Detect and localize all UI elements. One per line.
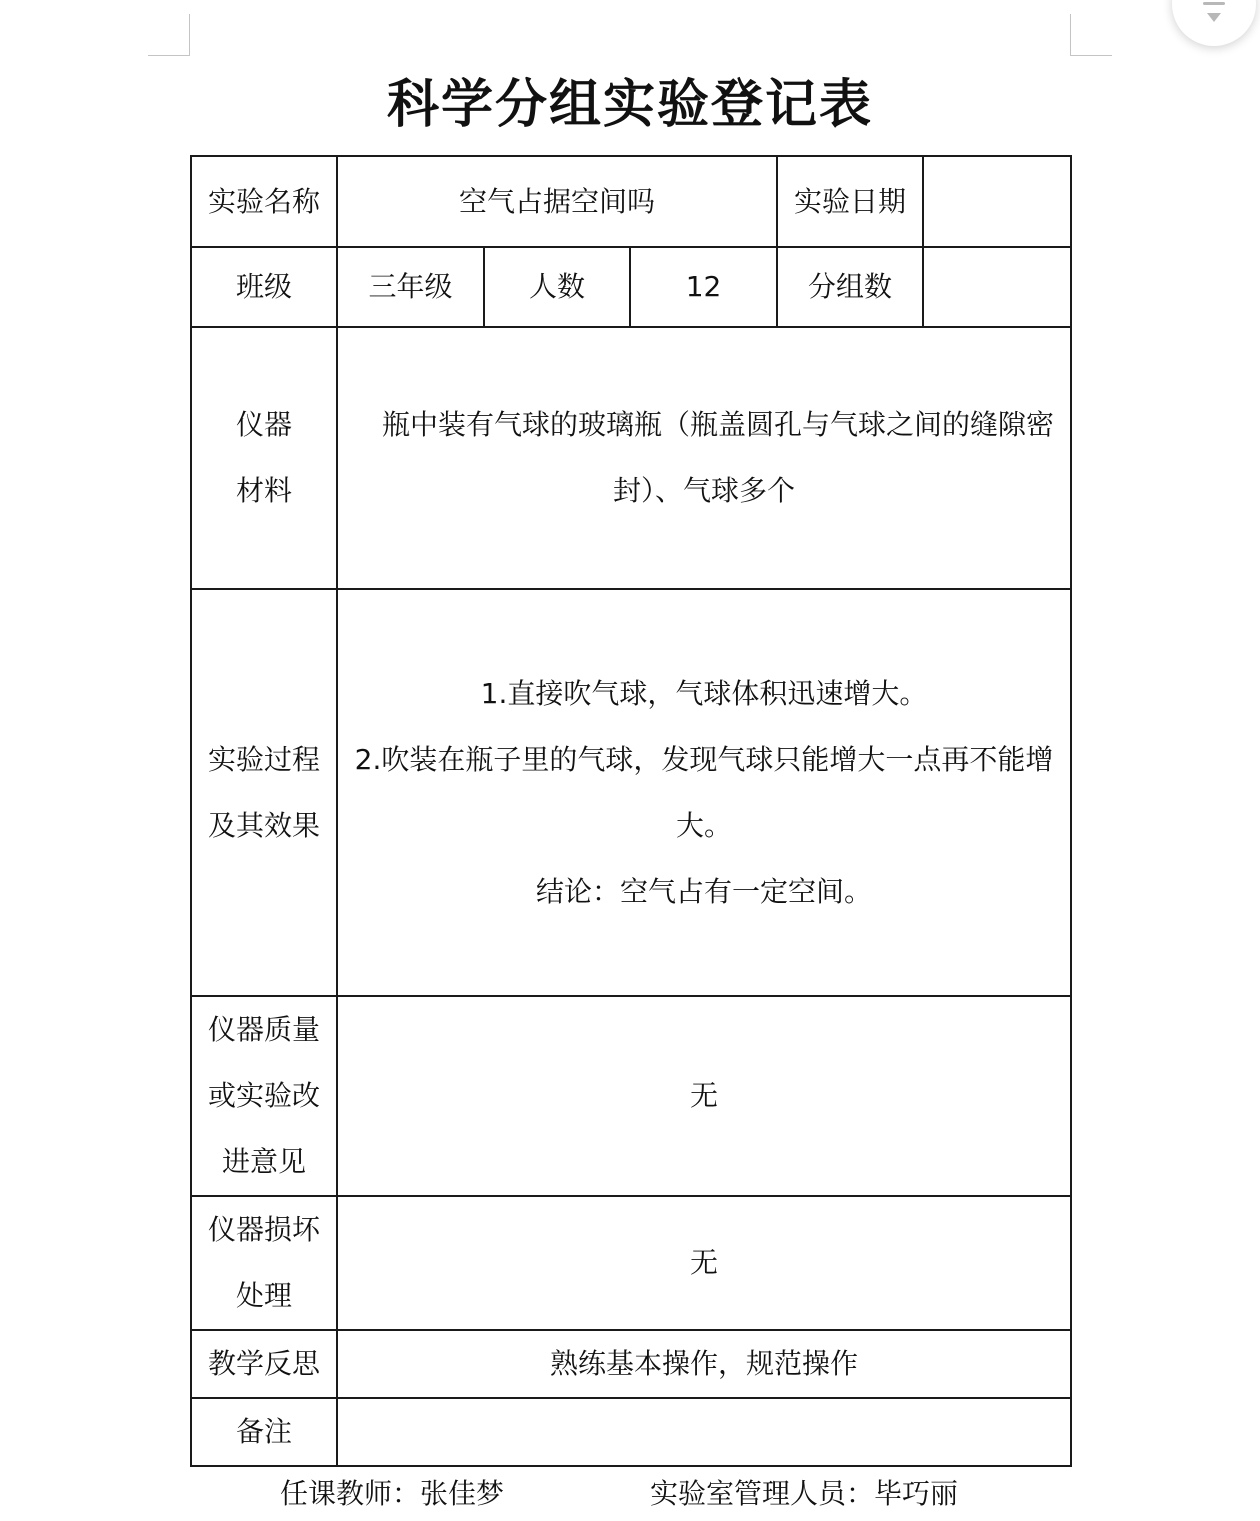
experiment-record-table [190, 155, 1072, 1467]
class-label: 班级 [191, 247, 337, 327]
table-row [191, 1196, 1071, 1330]
crop-mark-top-left [148, 14, 190, 56]
table-row [191, 156, 1071, 247]
process-label [191, 589, 337, 996]
materials-label-line: 仪器 [235, 408, 292, 441]
crop-mark-top-right [1070, 14, 1112, 56]
table-row [191, 1398, 1071, 1466]
materials-label-line: 材料 [235, 474, 292, 507]
quality-label-line: 仪器质量 [207, 1013, 320, 1046]
experiment-name-label: 实验名称 [191, 156, 337, 247]
table-row [191, 996, 1071, 1196]
group-count-value [923, 247, 1071, 327]
process-value [337, 589, 1071, 996]
materials-label [191, 327, 337, 589]
lab-admin-signature: 实验室管理人员：毕巧丽 [650, 1477, 959, 1510]
teacher-signature: 任课教师：张佳梦 [280, 1477, 505, 1510]
table-row [191, 327, 1071, 589]
menu-bar-icon [1203, 2, 1225, 5]
experiment-date-label: 实验日期 [777, 156, 923, 247]
remarks-value [337, 1398, 1071, 1466]
student-count-label: 人数 [484, 247, 630, 327]
quality-label-line: 进意见 [221, 1145, 306, 1178]
process-step: 2.吹装在瓶子里的气球，发现气球只能增大一点再不能增大。 [354, 742, 1054, 842]
process-step: 1.直接吹气球，气球体积迅速增大。 [480, 676, 928, 710]
process-label-line: 及其效果 [207, 808, 320, 842]
damage-label-line: 仪器损坏 [207, 1213, 320, 1246]
materials-value [337, 327, 1071, 589]
quality-value: 无 [337, 996, 1071, 1196]
table-row [191, 247, 1071, 327]
reflection-label: 教学反思 [191, 1330, 337, 1398]
experiment-name-value: 空气占据空间吗 [337, 156, 777, 247]
group-count-label: 分组数 [777, 247, 923, 327]
chevron-down-icon [1207, 13, 1221, 22]
table-row [191, 589, 1071, 996]
scroll-down-button[interactable] [1172, 0, 1256, 46]
process-label-line: 实验过程 [207, 742, 320, 776]
student-count-value: 12 [630, 247, 777, 327]
damage-value: 无 [337, 1196, 1071, 1330]
table-row [191, 1330, 1071, 1398]
remarks-label: 备注 [191, 1398, 337, 1466]
class-value: 三年级 [337, 247, 484, 327]
experiment-date-value [923, 156, 1071, 247]
materials-text: 瓶中装有气球的玻璃瓶（瓶盖圆孔与气球之间的缝隙密封）、气球多个 [382, 408, 1055, 507]
process-conclusion: 结论：空气占有一定空间。 [536, 874, 873, 908]
quality-label-line: 或实验改 [207, 1079, 320, 1112]
reflection-value: 熟练基本操作，规范操作 [337, 1330, 1071, 1398]
damage-label-line: 处理 [235, 1279, 292, 1312]
quality-label [191, 996, 337, 1196]
page-title: 科学分组实验登记表 [386, 75, 873, 135]
damage-label [191, 1196, 337, 1330]
